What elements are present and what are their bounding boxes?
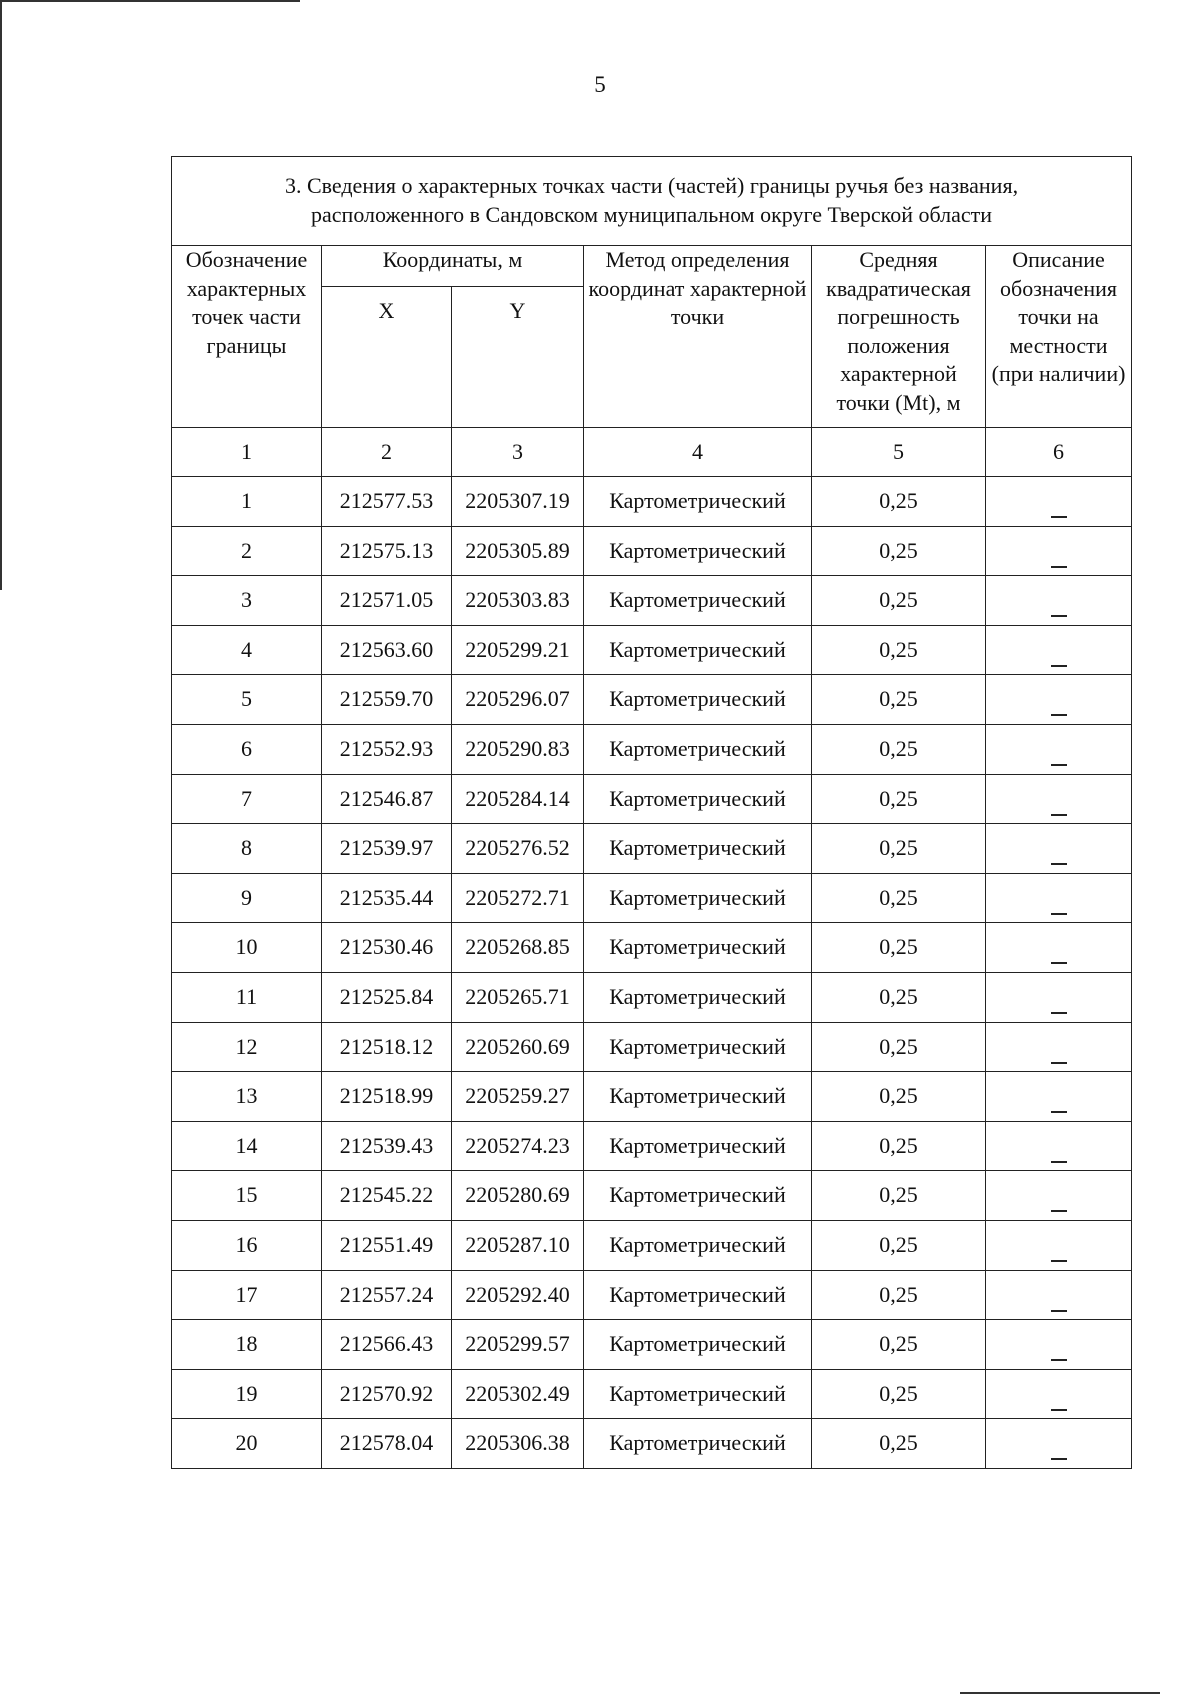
point-number-cell: 2 <box>172 526 322 576</box>
description-cell <box>986 1072 1132 1122</box>
column-number: 6 <box>986 428 1132 477</box>
y-coordinate-cell: 2205292.40 <box>452 1270 584 1320</box>
dash-mark <box>1051 1409 1067 1411</box>
x-coordinate-cell: 212551.49 <box>322 1220 452 1270</box>
table-row <box>172 1072 1132 1122</box>
dash-mark <box>1051 1012 1067 1014</box>
dash-mark <box>1051 1210 1067 1212</box>
dash-mark <box>1051 1111 1067 1113</box>
column-number: 5 <box>812 428 986 477</box>
y-coordinate-cell: 2205268.85 <box>452 923 584 973</box>
dash-mark <box>1051 814 1067 816</box>
point-number-cell: 16 <box>172 1220 322 1270</box>
x-coordinate-cell: 212563.60 <box>322 625 452 675</box>
point-number-cell: 5 <box>172 675 322 725</box>
point-number-cell: 12 <box>172 1022 322 1072</box>
error-cell: 0,25 <box>812 1171 986 1221</box>
method-cell: Картометрический <box>584 1270 812 1320</box>
y-coordinate-cell: 2205265.71 <box>452 972 584 1022</box>
method-cell: Картометрический <box>584 774 812 824</box>
x-coordinate-cell: 212578.04 <box>322 1419 452 1469</box>
description-cell <box>986 972 1132 1022</box>
header-method: Метод определения координат характерной точки <box>584 246 812 428</box>
error-cell: 0,25 <box>812 1270 986 1320</box>
table-row <box>172 1220 1132 1270</box>
y-coordinate-cell: 2205299.57 <box>452 1320 584 1370</box>
table-row <box>172 1320 1132 1370</box>
scan-edge-mark-top <box>0 0 300 2</box>
error-cell: 0,25 <box>812 1419 986 1469</box>
description-cell <box>986 1171 1132 1221</box>
dash-mark <box>1051 1359 1067 1361</box>
error-cell: 0,25 <box>812 774 986 824</box>
x-coordinate-cell: 212518.12 <box>322 1022 452 1072</box>
method-cell: Картометрический <box>584 1419 812 1469</box>
point-number-cell: 9 <box>172 873 322 923</box>
point-number-cell: 3 <box>172 576 322 626</box>
x-coordinate-cell: 212571.05 <box>322 576 452 626</box>
x-coordinate-cell: 212559.70 <box>322 675 452 725</box>
dash-mark <box>1051 1062 1067 1064</box>
method-cell: Картометрический <box>584 625 812 675</box>
dash-mark <box>1051 1310 1067 1312</box>
column-number: 4 <box>584 428 812 477</box>
description-cell <box>986 1121 1132 1171</box>
dash-mark <box>1051 1458 1067 1460</box>
error-cell: 0,25 <box>812 824 986 874</box>
table-row <box>172 675 1132 725</box>
table-row <box>172 923 1132 973</box>
point-number-cell: 1 <box>172 477 322 527</box>
error-cell: 0,25 <box>812 477 986 527</box>
y-coordinate-cell: 2205296.07 <box>452 675 584 725</box>
x-coordinate-cell: 212557.24 <box>322 1270 452 1320</box>
y-coordinate-cell: 2205287.10 <box>452 1220 584 1270</box>
description-cell <box>986 824 1132 874</box>
point-number-cell: 11 <box>172 972 322 1022</box>
error-cell: 0,25 <box>812 873 986 923</box>
table-title: 3. Сведения о характерных точках части (частей) границы ручья без названия, расположенного в Сандовском муниципальном округе Тверской области <box>172 157 1132 246</box>
table-row <box>172 625 1132 675</box>
description-cell <box>986 724 1132 774</box>
y-coordinate-cell: 2205276.52 <box>452 824 584 874</box>
scan-edge-mark-bottom <box>960 1692 1160 1694</box>
description-cell <box>986 1270 1132 1320</box>
x-coordinate-cell: 212539.43 <box>322 1121 452 1171</box>
error-cell: 0,25 <box>812 923 986 973</box>
header-coords: Координаты, м <box>322 246 584 287</box>
table-row <box>172 1419 1132 1469</box>
dash-mark <box>1051 714 1067 716</box>
error-cell: 0,25 <box>812 675 986 725</box>
point-number-cell: 6 <box>172 724 322 774</box>
error-cell: 0,25 <box>812 724 986 774</box>
x-coordinate-cell: 212570.92 <box>322 1369 452 1419</box>
dash-mark <box>1051 615 1067 617</box>
point-number-cell: 15 <box>172 1171 322 1221</box>
description-cell <box>986 1220 1132 1270</box>
table-row <box>172 1171 1132 1221</box>
header-description: Описание обозначения точки на местности (при наличии) <box>986 246 1132 428</box>
point-number-cell: 8 <box>172 824 322 874</box>
method-cell: Картометрический <box>584 477 812 527</box>
x-coordinate-cell: 212518.99 <box>322 1072 452 1122</box>
method-cell: Картометрический <box>584 675 812 725</box>
table-body <box>172 477 1132 1469</box>
dash-mark <box>1051 1260 1067 1262</box>
dash-mark <box>1051 913 1067 915</box>
table-row <box>172 824 1132 874</box>
table-row <box>172 576 1132 626</box>
point-number-cell: 14 <box>172 1121 322 1171</box>
method-cell: Картометрический <box>584 526 812 576</box>
x-coordinate-cell: 212535.44 <box>322 873 452 923</box>
error-cell: 0,25 <box>812 1022 986 1072</box>
method-cell: Картометрический <box>584 1320 812 1370</box>
error-cell: 0,25 <box>812 972 986 1022</box>
x-coordinate-cell: 212530.46 <box>322 923 452 973</box>
description-cell <box>986 1419 1132 1469</box>
y-coordinate-cell: 2205306.38 <box>452 1419 584 1469</box>
x-coordinate-cell: 212552.93 <box>322 724 452 774</box>
y-coordinate-cell: 2205259.27 <box>452 1072 584 1122</box>
y-coordinate-cell: 2205299.21 <box>452 625 584 675</box>
dash-mark <box>1051 566 1067 568</box>
description-cell <box>986 576 1132 626</box>
method-cell: Картометрический <box>584 824 812 874</box>
header-y: Y <box>452 287 584 428</box>
error-cell: 0,25 <box>812 1369 986 1419</box>
method-cell: Картометрический <box>584 873 812 923</box>
point-number-cell: 20 <box>172 1419 322 1469</box>
method-cell: Картометрический <box>584 576 812 626</box>
error-cell: 0,25 <box>812 1220 986 1270</box>
method-cell: Картометрический <box>584 1072 812 1122</box>
table-row <box>172 1022 1132 1072</box>
table-row <box>172 1369 1132 1419</box>
description-cell <box>986 1022 1132 1072</box>
description-cell <box>986 625 1132 675</box>
table-row <box>172 477 1132 527</box>
table-row <box>172 526 1132 576</box>
method-cell: Картометрический <box>584 1171 812 1221</box>
table-row <box>172 873 1132 923</box>
x-coordinate-cell: 212577.53 <box>322 477 452 527</box>
point-number-cell: 4 <box>172 625 322 675</box>
description-cell <box>986 774 1132 824</box>
y-coordinate-cell: 2205274.23 <box>452 1121 584 1171</box>
x-coordinate-cell: 212566.43 <box>322 1320 452 1370</box>
error-cell: 0,25 <box>812 1320 986 1370</box>
y-coordinate-cell: 2205272.71 <box>452 873 584 923</box>
description-cell <box>986 526 1132 576</box>
point-number-cell: 10 <box>172 923 322 973</box>
header-x: X <box>322 287 452 428</box>
table-row <box>172 972 1132 1022</box>
description-cell <box>986 923 1132 973</box>
x-coordinate-cell: 212575.13 <box>322 526 452 576</box>
column-numbers-row <box>172 428 1132 477</box>
error-cell: 0,25 <box>812 576 986 626</box>
x-coordinate-cell: 212546.87 <box>322 774 452 824</box>
boundary-points-table <box>171 156 1132 1469</box>
method-cell: Картометрический <box>584 724 812 774</box>
dash-mark <box>1051 665 1067 667</box>
dash-mark <box>1051 764 1067 766</box>
description-cell <box>986 1320 1132 1370</box>
y-coordinate-cell: 2205305.89 <box>452 526 584 576</box>
description-cell <box>986 873 1132 923</box>
dash-mark <box>1051 516 1067 518</box>
header-point: Обозначение характерных точек части границы <box>172 246 322 428</box>
error-cell: 0,25 <box>812 526 986 576</box>
error-cell: 0,25 <box>812 625 986 675</box>
method-cell: Картометрический <box>584 972 812 1022</box>
dash-mark <box>1051 863 1067 865</box>
point-number-cell: 18 <box>172 1320 322 1370</box>
y-coordinate-cell: 2205302.49 <box>452 1369 584 1419</box>
table-row <box>172 774 1132 824</box>
method-cell: Картометрический <box>584 923 812 973</box>
x-coordinate-cell: 212545.22 <box>322 1171 452 1221</box>
dash-mark <box>1051 1161 1067 1163</box>
y-coordinate-cell: 2205280.69 <box>452 1171 584 1221</box>
table-row <box>172 724 1132 774</box>
description-cell <box>986 1369 1132 1419</box>
column-number: 2 <box>322 428 452 477</box>
point-number-cell: 13 <box>172 1072 322 1122</box>
point-number-cell: 7 <box>172 774 322 824</box>
y-coordinate-cell: 2205284.14 <box>452 774 584 824</box>
table-row <box>172 1270 1132 1320</box>
error-cell: 0,25 <box>812 1121 986 1171</box>
column-number: 3 <box>452 428 584 477</box>
y-coordinate-cell: 2205303.83 <box>452 576 584 626</box>
error-cell: 0,25 <box>812 1072 986 1122</box>
x-coordinate-cell: 212539.97 <box>322 824 452 874</box>
method-cell: Картометрический <box>584 1022 812 1072</box>
column-number: 1 <box>172 428 322 477</box>
header-error: Средняя квадратическая погрешность положения характерной точки (Mt), м <box>812 246 986 428</box>
method-cell: Картометрический <box>584 1220 812 1270</box>
point-number-cell: 19 <box>172 1369 322 1419</box>
point-number-cell: 17 <box>172 1270 322 1320</box>
method-cell: Картометрический <box>584 1369 812 1419</box>
description-cell <box>986 477 1132 527</box>
x-coordinate-cell: 212525.84 <box>322 972 452 1022</box>
page-number: 5 <box>594 72 606 97</box>
table-row <box>172 1121 1132 1171</box>
y-coordinate-cell: 2205307.19 <box>452 477 584 527</box>
y-coordinate-cell: 2205260.69 <box>452 1022 584 1072</box>
description-cell <box>986 675 1132 725</box>
dash-mark <box>1051 962 1067 964</box>
method-cell: Картометрический <box>584 1121 812 1171</box>
y-coordinate-cell: 2205290.83 <box>452 724 584 774</box>
